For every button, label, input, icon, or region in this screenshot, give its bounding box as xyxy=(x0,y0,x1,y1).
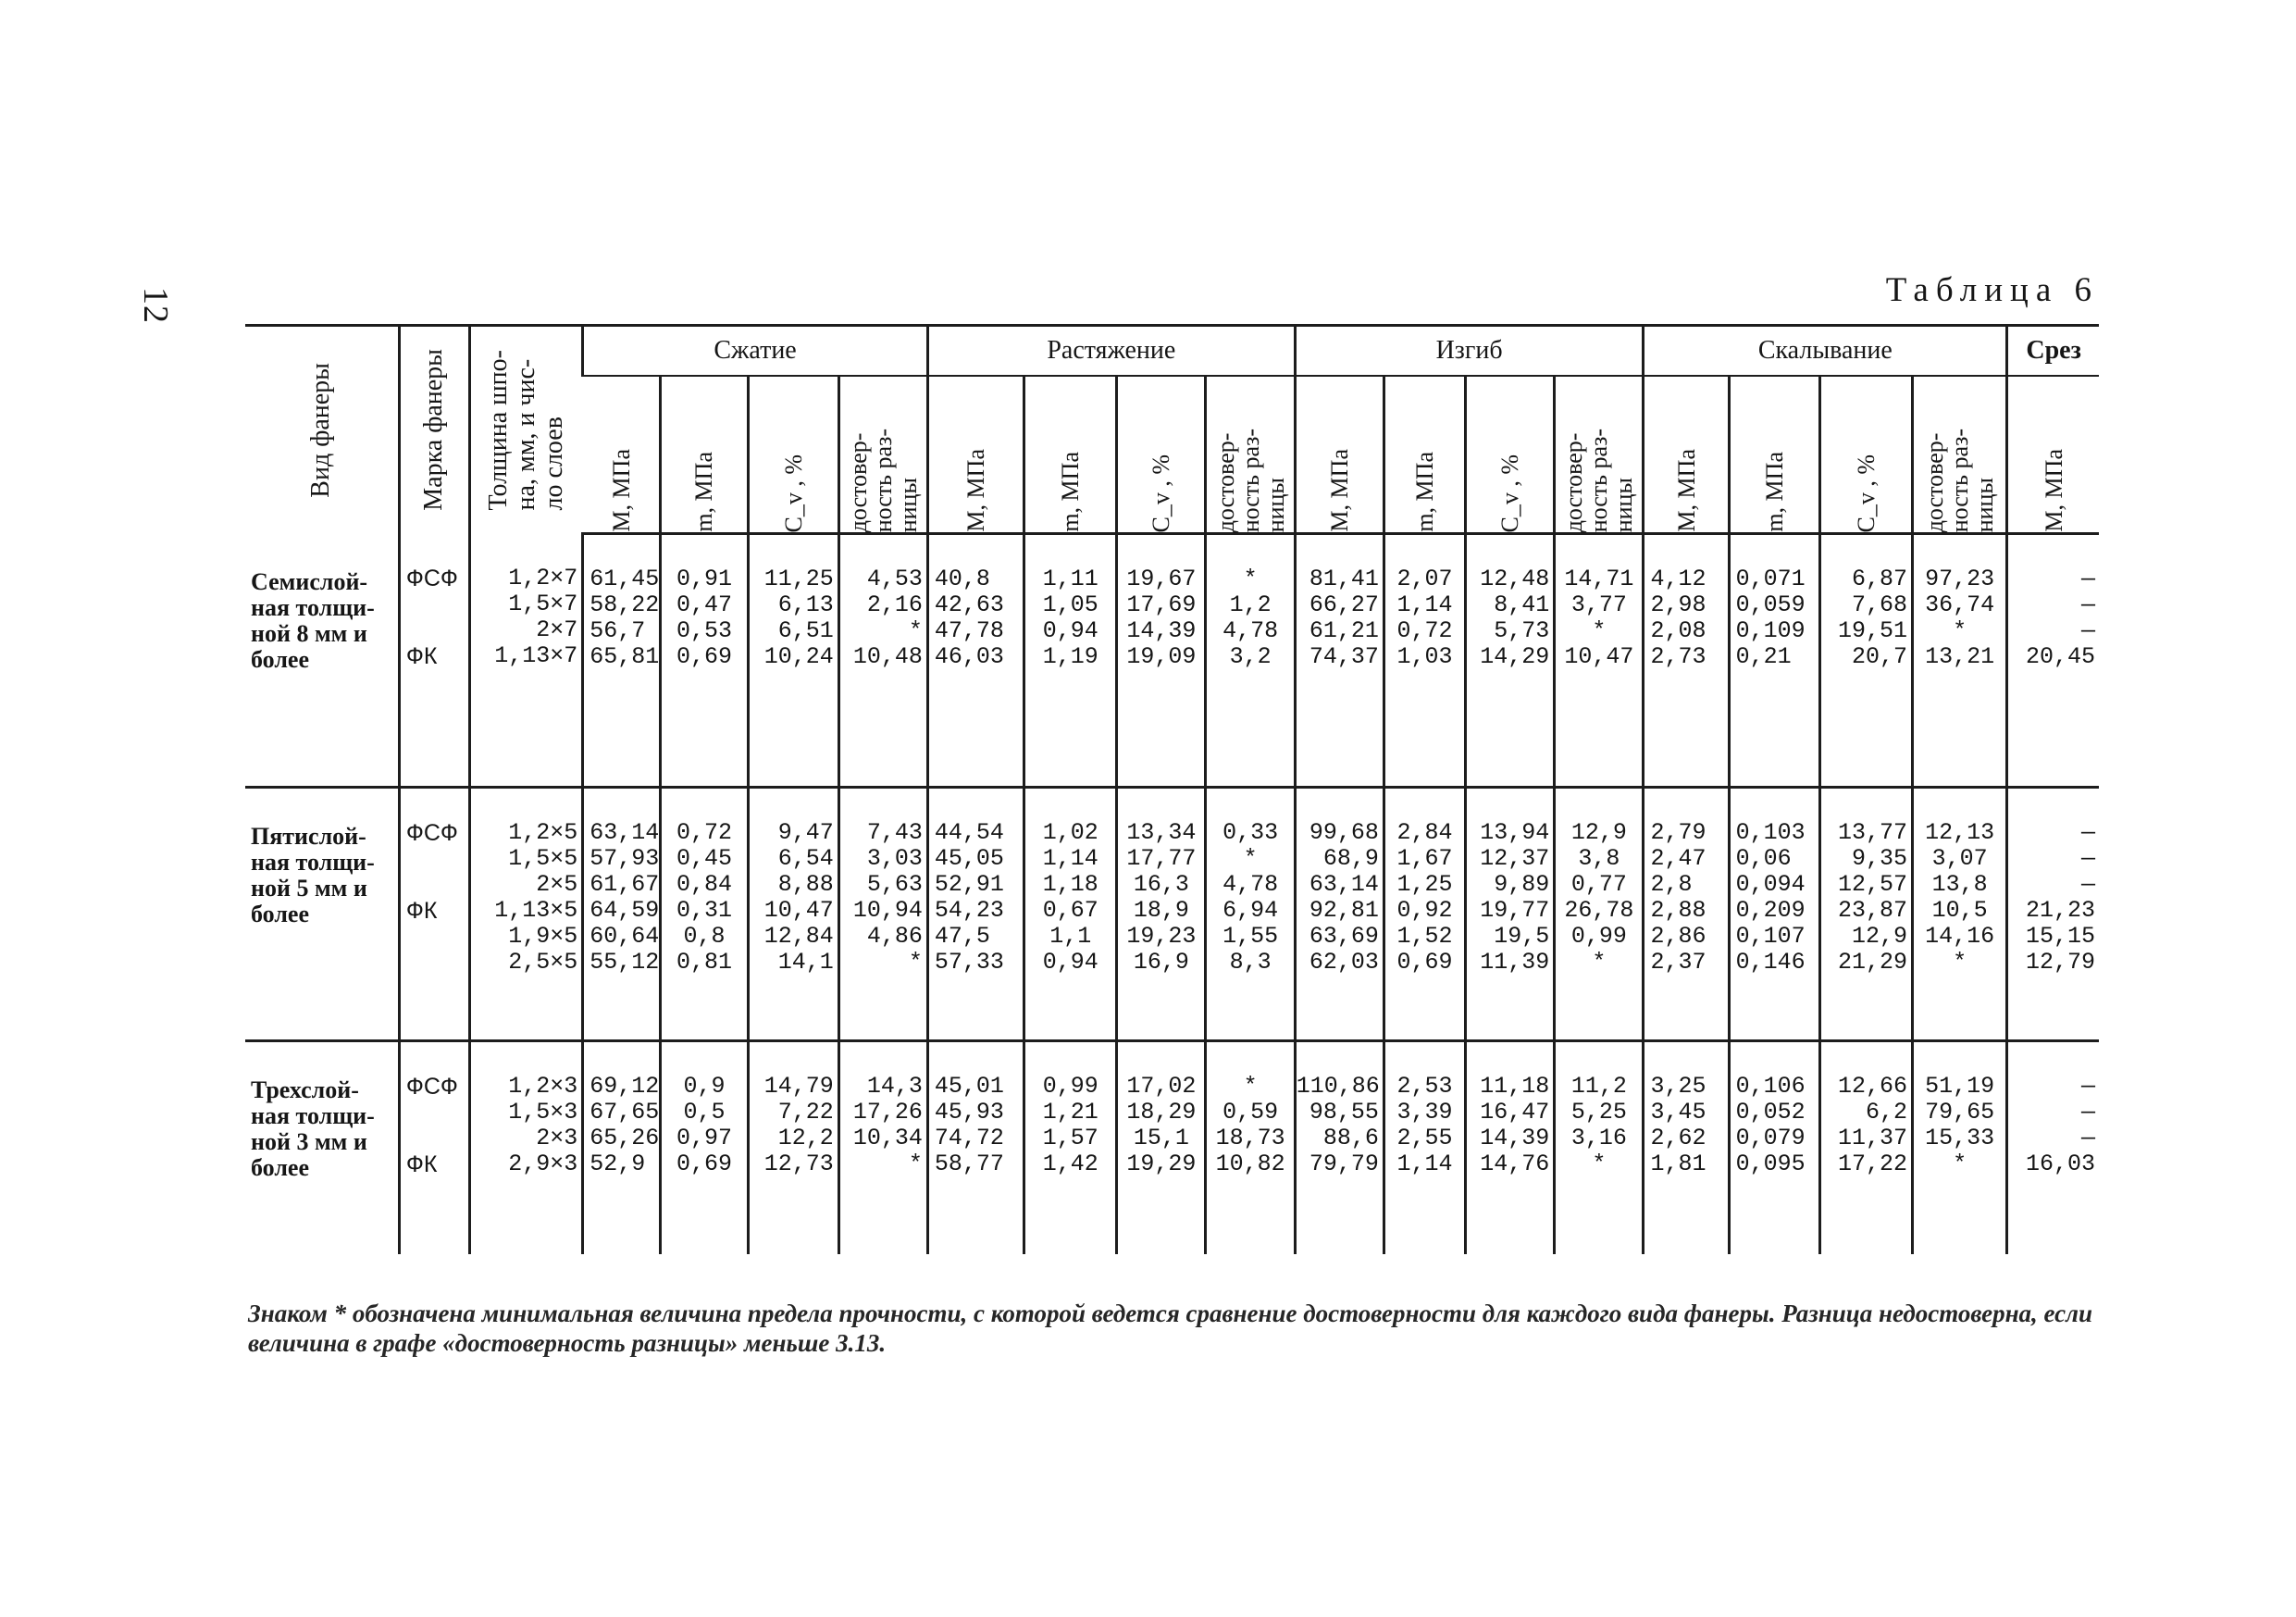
subheader-chipping-m: M, МПа xyxy=(1644,376,1729,534)
cell-compression-err: 0,72 0,45 0,84 0,31 0,8 0,81 xyxy=(661,788,748,1041)
row-thickness: 1,2×5 1,5×5 2×5 1,13×5 1,9×5 2,5×5 xyxy=(469,788,582,1041)
cell-chipping-reliability: 51,19 79,65 15,33 * xyxy=(1913,1041,2007,1254)
header-bending: Изгиб xyxy=(1295,326,1644,377)
row-type-name: Пятислой- ная толщи- ной 5 мм и более xyxy=(245,788,399,1041)
subheader-chipping-reliability: достовер- ность раз- ницы xyxy=(1913,376,2007,534)
header-tension: Растяжение xyxy=(927,326,1295,377)
subheader-compression-err: m, МПа xyxy=(661,376,748,534)
header-compression: Сжатие xyxy=(583,326,928,377)
subheader-tension-m: M, МПа xyxy=(927,376,1024,534)
cell-chipping-m: 3,25 3,45 2,62 1,81 xyxy=(1644,1041,1729,1254)
cell-compression-reliability: 7,43 3,03 5,63 10,94 4,86 * xyxy=(838,788,927,1041)
cell-chipping-err: 0,106 0,052 0,079 0,095 xyxy=(1729,1041,1819,1254)
cell-bending-m: 81,41 66,27 61,21 74,37 xyxy=(1295,534,1384,788)
subheader-bending-err: m, МПа xyxy=(1384,376,1465,534)
subheader-tension-reliability: достовер- ность раз- ницы xyxy=(1206,376,1295,534)
cell-compression-reliability: 4,53 2,16 * 10,48 xyxy=(838,534,927,788)
cell-chipping-cv: 13,77 9,35 12,57 23,87 12,9 21,29 xyxy=(1819,788,1912,1041)
subheader-bending-m: M, МПа xyxy=(1295,376,1384,534)
subheader-tension-cv: C_v , % xyxy=(1117,376,1206,534)
row-type-name: Трехслой- ная толщи- ной 3 мм и более xyxy=(245,1041,399,1254)
cell-bending-err: 2,84 1,67 1,25 0,92 1,52 0,69 xyxy=(1384,788,1465,1041)
header-thickness: Толщина шпо- на, мм, и чис- ло слоев xyxy=(469,326,582,534)
page-number: 12 xyxy=(136,287,175,324)
cell-chipping-err: 0,071 0,059 0,109 0,21 xyxy=(1729,534,1819,788)
subheader-chipping-cv: C_v , % xyxy=(1819,376,1912,534)
cell-compression-err: 0,9 0,5 0,97 0,69 xyxy=(661,1041,748,1254)
table-title: Таблица 6 xyxy=(1885,271,2099,309)
cell-chipping-cv: 6,87 7,68 19,51 20,7 xyxy=(1819,534,1912,788)
cell-tension-cv: 17,02 18,29 15,1 19,29 xyxy=(1117,1041,1206,1254)
row-thickness: 1,2×3 1,5×3 2×3 2,9×3 xyxy=(469,1041,582,1254)
cell-compression-m: 61,45 58,22 56,7 65,81 xyxy=(583,534,661,788)
cell-shear-m: — — — 16,03 xyxy=(2007,1041,2099,1254)
cell-bending-err: 2,07 1,14 0,72 1,03 xyxy=(1384,534,1465,788)
cell-chipping-cv: 12,66 6,2 11,37 17,22 xyxy=(1819,1041,1912,1254)
cell-tension-m: 40,8 42,63 47,78 46,03 xyxy=(927,534,1024,788)
subheader-shear-m: M, МПа xyxy=(2007,376,2099,534)
cell-tension-err: 1,11 1,05 0,94 1,19 xyxy=(1024,534,1117,788)
cell-chipping-err: 0,103 0,06 0,094 0,209 0,107 0,146 xyxy=(1729,788,1819,1041)
cell-tension-cv: 19,67 17,69 14,39 19,09 xyxy=(1117,534,1206,788)
row-marks: ФСФ ФК xyxy=(399,1041,469,1254)
subheader-chipping-err: m, МПа xyxy=(1729,376,1819,534)
cell-compression-cv: 11,25 6,13 6,51 10,24 xyxy=(748,534,838,788)
subheader-bending-reliability: достовер- ность раз- ницы xyxy=(1555,376,1644,534)
row-thickness: 1,2×7 1,5×7 2×7 1,13×7 xyxy=(469,534,582,788)
cell-compression-err: 0,91 0,47 0,53 0,69 xyxy=(661,534,748,788)
cell-shear-m: — — — 20,45 xyxy=(2007,534,2099,788)
footnote: Знаком * обозначена минимальная величина предела прочности, с которой ведется сравнение достоверности для каждого вида фанеры. Разница недостоверна, если величина в графе «достоверность разницы» меньше 3.13. xyxy=(248,1300,2093,1357)
table-row-three-ply xyxy=(245,1041,2099,1254)
row-marks: ФСФ ФК xyxy=(399,534,469,788)
cell-compression-cv: 9,47 6,54 8,88 10,47 12,84 14,1 xyxy=(748,788,838,1041)
header-shear: Срез xyxy=(2007,326,2099,377)
cell-chipping-m: 2,79 2,47 2,8 2,88 2,86 2,37 xyxy=(1644,788,1729,1041)
cell-bending-cv: 12,48 8,41 5,73 14,29 xyxy=(1466,534,1555,788)
header-chipping: Скалывание xyxy=(1644,326,2007,377)
subheader-compression-reliability: достовер- ность раз- ницы xyxy=(838,376,927,534)
cell-bending-reliability: 12,9 3,8 0,77 26,78 0,99 * xyxy=(1555,788,1644,1041)
cell-tension-err: 0,99 1,21 1,57 1,42 xyxy=(1024,1041,1117,1254)
row-type-name: Семислой- ная толщи- ной 8 мм и более xyxy=(251,567,375,673)
subheader-compression-m: M, МПа xyxy=(583,376,661,534)
header-plywood-type: Вид фанеры xyxy=(245,326,399,534)
header-plywood-mark: Марка фанеры xyxy=(399,326,469,534)
table-row-five-ply xyxy=(245,788,2099,1041)
cell-bending-m: 99,68 68,9 63,14 92,81 63,69 62,03 xyxy=(1295,788,1384,1041)
cell-tension-reliability: 0,33 * 4,78 6,94 1,55 8,3 xyxy=(1206,788,1295,1041)
cell-bending-reliability: 11,2 5,25 3,16 * xyxy=(1555,1041,1644,1254)
subheader-bending-cv: C_v , % xyxy=(1466,376,1555,534)
cell-chipping-m: 4,12 2,98 2,08 2,73 xyxy=(1644,534,1729,788)
cell-tension-m: 45,01 45,93 74,72 58,77 xyxy=(927,1041,1024,1254)
cell-compression-m: 63,14 57,93 61,67 64,59 60,64 55,12 xyxy=(583,788,661,1041)
cell-bending-m: 110,86 98,55 88,6 79,79 xyxy=(1295,1041,1384,1254)
cell-chipping-reliability: 97,23 36,74 * 13,21 xyxy=(1913,534,2007,788)
cell-compression-reliability: 14,3 17,26 10,34 * xyxy=(838,1041,927,1254)
cell-tension-reliability: * 0,59 18,73 10,82 xyxy=(1206,1041,1295,1254)
subheader-compression-cv: C_v , % xyxy=(748,376,838,534)
cell-compression-m: 69,12 67,65 65,26 52,9 xyxy=(583,1041,661,1254)
cell-tension-cv: 13,34 17,77 16,3 18,9 19,23 16,9 xyxy=(1117,788,1206,1041)
cell-tension-m: 44,54 45,05 52,91 54,23 47,5 57,33 xyxy=(927,788,1024,1041)
cell-tension-err: 1,02 1,14 1,18 0,67 1,1 0,94 xyxy=(1024,788,1117,1041)
row-marks: ФСФ ФК xyxy=(399,788,469,1041)
subheader-tension-err: m, МПа xyxy=(1024,376,1117,534)
cell-tension-reliability: * 1,2 4,78 3,2 xyxy=(1206,534,1295,788)
cell-bending-reliability: 14,71 3,77 * 10,47 xyxy=(1555,534,1644,788)
cell-bending-err: 2,53 3,39 2,55 1,14 xyxy=(1384,1041,1465,1254)
cell-shear-m: — — — 21,23 15,15 12,79 xyxy=(2007,788,2099,1041)
table-row-seven-ply xyxy=(245,534,2099,788)
cell-bending-cv: 13,94 12,37 9,89 19,77 19,5 11,39 xyxy=(1466,788,1555,1041)
cell-bending-cv: 11,18 16,47 14,39 14,76 xyxy=(1466,1041,1555,1254)
cell-compression-cv: 14,79 7,22 12,2 12,73 xyxy=(748,1041,838,1254)
cell-chipping-reliability: 12,13 3,07 13,8 10,5 14,16 * xyxy=(1913,788,2007,1041)
strength-table xyxy=(245,324,2099,1254)
